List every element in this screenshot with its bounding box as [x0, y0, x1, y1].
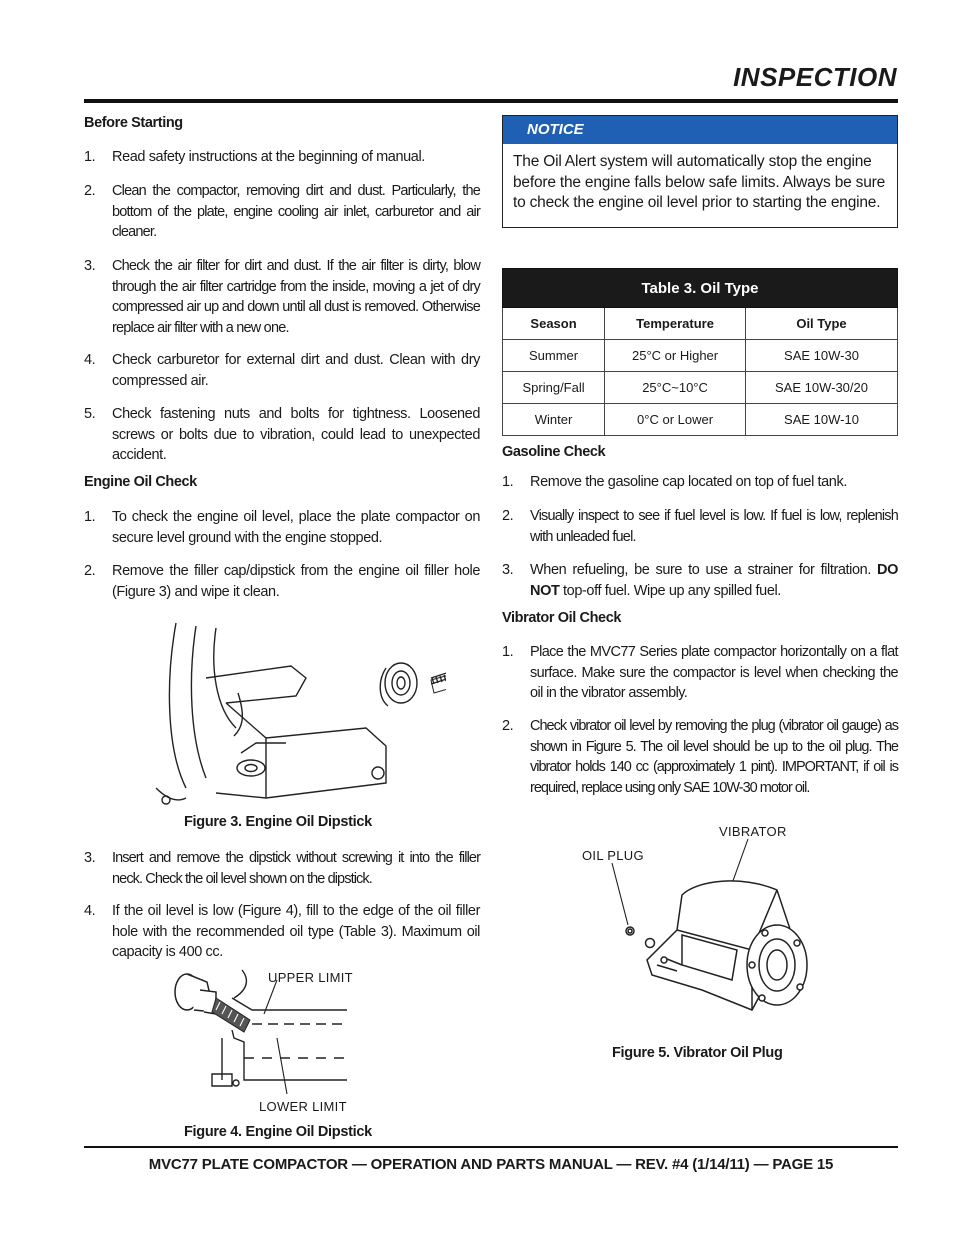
list-text: Check vibrator oil level by removing the plug (vibrator oil gauge) as shown in Figure 5. The oil level should be up to the oil plug. The vibrator holds 140 cc (approximately 1 pint). IMPORTANT, if oil is required, replace using only SAE 10W-30 motor oil.: [530, 718, 898, 796]
column-header: Season: [503, 308, 605, 340]
list-text: Visually inspect to see if fuel level is low. If fuel is low, replenish with unleaded fuel.: [530, 508, 898, 545]
figure4-caption: Figure 4. Engine Oil Dipstick: [184, 1124, 372, 1140]
list-text: Check the air filter for dirt and dust. If the air filter is dirty, blow through the air filter cartridge from the inside, moving a jet of dry compressed air up and down until all dust is removed. Otherwise replace air filter with a new one.: [112, 258, 480, 336]
figure3-caption: Figure 3. Engine Oil Dipstick: [184, 814, 372, 830]
list-text: Remove the gasoline cap located on top of fuel tank.: [530, 474, 847, 490]
engine-oil-dipstick-figure: [146, 618, 446, 808]
list-text: [530, 560, 898, 601]
list-text: Read safety instructions at the beginning of manual.: [112, 149, 425, 165]
list-number: 1.: [502, 644, 514, 660]
vibrator-heading: Vibrator Oil Check: [502, 610, 622, 626]
list-text: Clean the compactor, removing dirt and dust. Particularly, the bottom of the plate, engine cooling air inlet, carburetor and air cleaner.: [112, 183, 480, 240]
page-title: INSPECTION: [733, 62, 897, 92]
list-number: 1.: [502, 474, 514, 490]
list-number: 2.: [84, 563, 96, 579]
list-text: To check the engine oil level, place the plate compactor on secure level ground with the engine stopped.: [112, 509, 480, 546]
list-number: 4.: [84, 352, 96, 368]
table-cell: 0°C or Lower: [605, 404, 746, 436]
list-text: Remove the filler cap/dipstick from the engine oil filler hole (Figure 3) and wipe it clean.: [112, 563, 480, 600]
lower-limit-label: LOWER LIMIT: [259, 1099, 347, 1114]
notice-text: The Oil Alert system will automatically stop the engine before the engine falls below safe limits. Always be sure to check the engine oil level prior to starting the engine.: [513, 153, 885, 211]
do-not-emphasis: DO NOT: [530, 562, 898, 599]
page-footer: MVC77 PLATE COMPACTOR — OPERATION AND PARTS MANUAL — REV. #4 (1/14/11) — PAGE 15: [148, 1156, 834, 1173]
table-cell: Winter: [503, 404, 605, 436]
list-number: 1.: [84, 149, 96, 165]
table-cell: 25°C~10°C: [605, 372, 746, 404]
bottom-rule: [84, 1146, 898, 1148]
list-number: 3.: [84, 258, 96, 274]
table-cell: SAE 10W-10: [746, 404, 898, 436]
list-text: Insert and remove the dipstick without screwing it into the filler neck. Check the oil level shown on the dipstick.: [112, 850, 480, 887]
list-number: 2.: [84, 183, 96, 199]
left-column: [84, 0, 480, 1140]
list-number: 4.: [84, 903, 96, 919]
table-cell: 25°C or Higher: [605, 340, 746, 372]
table-cell: SAE 10W-30: [746, 340, 898, 372]
column-header: Temperature: [605, 308, 746, 340]
list-number: 1.: [84, 509, 96, 525]
text-run: top-off fuel. Wipe up any spilled fuel.: [559, 582, 781, 599]
list-text: Place the MVC77 Series plate compactor horizontally on a flat surface. Make sure the compactor is level when checking the oil in the vibrator assembly.: [530, 644, 898, 701]
list-number: 3.: [502, 562, 514, 578]
vibrator-figure: [602, 835, 822, 1025]
notice-label: NOTICE: [503, 116, 897, 144]
list-text: If the oil level is low (Figure 4), fill to the edge of the oil filler hole with the recommended oil type (Table 3). Maximum oil capacity is 400 cc.: [112, 903, 480, 960]
list-number: 3.: [84, 850, 96, 866]
list-number: 2.: [502, 718, 514, 734]
gasoline-heading: Gasoline Check: [502, 444, 606, 460]
table-cell: Summer: [503, 340, 605, 372]
upper-limit-label: UPPER LIMIT: [268, 970, 353, 985]
list-text: Check carburetor for external dirt and dust. Clean with dry compressed air.: [112, 352, 480, 389]
text-run: When refueling, be sure to use a strainer for filtration.: [530, 562, 878, 578]
list-number: 5.: [84, 406, 96, 422]
engine-oil-heading: Engine Oil Check: [84, 474, 197, 490]
list-number: 2.: [502, 508, 514, 524]
right-column: [502, 0, 898, 1140]
figure5-caption: Figure 5. Vibrator Oil Plug: [612, 1045, 783, 1061]
before-starting-heading: Before Starting: [84, 115, 183, 131]
column-header: Oil Type: [746, 308, 898, 340]
oil-plug-label: OIL PLUG: [582, 848, 644, 863]
table-title: Table 3. Oil Type: [503, 269, 898, 308]
table-cell: Spring/Fall: [503, 372, 605, 404]
vibrator-label: VIBRATOR: [719, 824, 787, 839]
list-text: Check fastening nuts and bolts for tightness. Loosened screws or bolts due to vibration, could lead to unexpected accident.: [112, 406, 480, 463]
table-cell: SAE 10W-30/20: [746, 372, 898, 404]
